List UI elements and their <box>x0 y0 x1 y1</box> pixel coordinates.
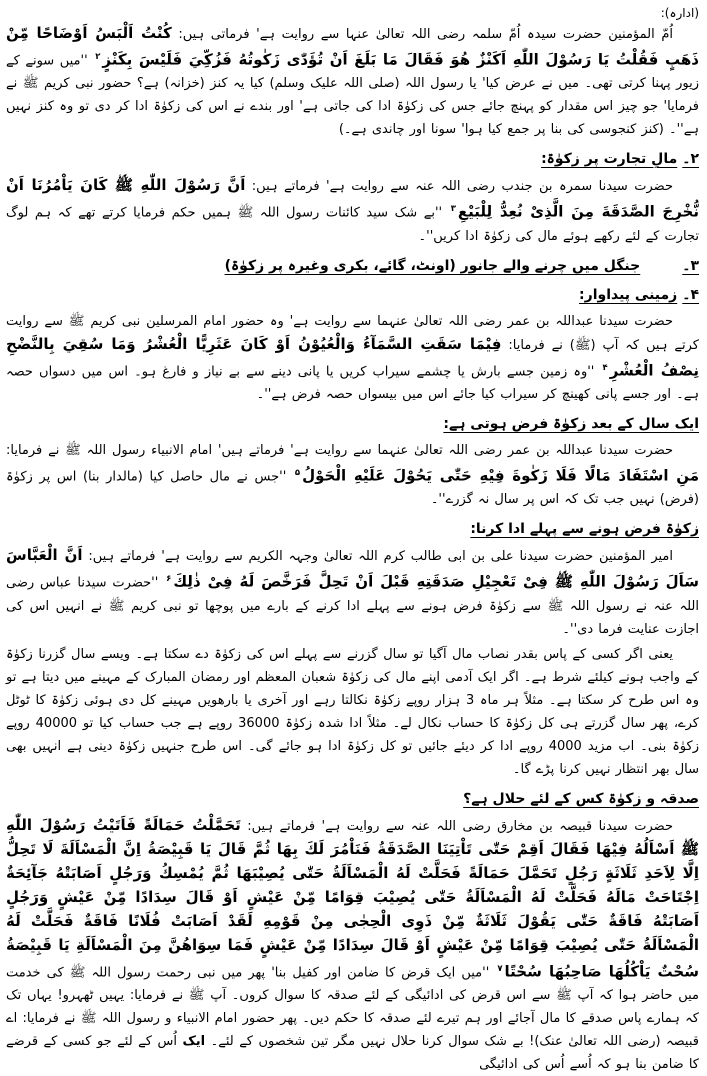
urdu-text: یعنی اگر کسی کے پاس بقدر نصاب مال آگیا تو سال گزرنے سے پہلے اس کی زکوٰۃ دے سکتا ہے۔ ویسے سال گزرنا زکوٰۃ کے واجب ہونے کیلئے شرط ہے۔ اگر ایک آدمی اپنے مال کی زکوٰۃ شعبان المعظم اور رمضان المبارک کے مہینے میں دیتا ہے تو وہ اس طرح کر سکتا ہے۔ مثلاً ہر ماہ 3 ہزار روپے زکوٰۃ نکالتا رہے اور آخری یا بارھویں مہینے کل دی ہوئی زکوٰۃ کا ٹوٹل کرے، پھر سال گزرتے ہی کل زکوٰۃ کا حساب نکال لے۔ مثلاً ادا شدہ زکوٰۃ 36000 روپے ہے جب حساب کیا تو 40000 روپے زکوٰۃ بنی۔ اب مزید 4000 روپے ادا کر دیئے جائیں تو کل زکوٰۃ ادا ہو جائے گی۔ اس طرح جنہیں زکوٰۃ دینی ہے انہیں بھی سال بھر انتظار نہیں کرنا پڑے گا۔ <box>6 646 699 777</box>
footnote-reference: ۷ <box>497 963 503 974</box>
heading-text: مالِ تجارت پر زکوٰۃ: <box>541 151 678 168</box>
arabic-quote: فِيْمَا سَقَتِ السَّمَآءُ وَالْعُيُوْنُ اَوْ كَانَ عَثَرِيًّا الْعُشْرُ وَمَا سُقِيَ بِالنَّضْحِ نِصْفُ الْعُشْرِ <box>6 334 700 379</box>
paragraph <box>6 643 699 781</box>
paragraph <box>6 310 699 406</box>
arabic-quote: اَنَّ رَسُوْلَ اللّٰهِ ﷺ كَانَ يَاْمُرُنَا اَنْ نُّخْرِجَ الصَّدَقَةَ مِنَ الَّذِىْ نُعِدُّ لِلْبَيْعِ <box>6 176 699 221</box>
heading-number: ۲۔ <box>682 151 699 168</box>
attribution-label: (ادارہ): <box>660 6 699 20</box>
paragraph <box>6 439 699 511</box>
section-heading <box>6 518 699 540</box>
arabic-quote: اَنَّ الْعَبَّاسَ سَاَلَ رَسُوْلَ اللّٰهِ ﷺ فِىْ تَعْجِيْلِ صَدَقَتِهِ قَبْلَ اَنْ تَحِلَّ فَرَخَّصَ لَهُ فِىْ ذٰلِكَ <box>6 546 700 591</box>
paragraph <box>6 544 699 640</box>
section-heading <box>6 284 699 306</box>
arabic-quote: مَنِ اسْتَفَادَ مَالًا فَلَا زَكٰوةَ فِيْهِ حَتّٰى يَحُوْلَ عَلَيْهِ الْحَوْلُ <box>302 466 699 485</box>
urdu-text: ایک <box>182 1033 206 1049</box>
arabic-quote: كُنْتُ اَلْبَسُ اَوْضَاحًا مِّنْ ذَهَبٍ فَقُلْتُ يَا رَسُوْلَ اللّٰهِ اَكَنْزٌ هُوَ فَقَالَ مَا بَلَغَ اَنْ تُؤَدّٰى زَكٰوتُهُ فَزُكِّيَ فَلَيْسَ بِكَنْزٍ <box>6 24 699 69</box>
urdu-text: ''بے شک سید کائنات رسول اللہ ﷺ ہمیں حکم فرمایا کرتے تھے کہ ہم لوگ تجارت کے لئے رکھے ہوئے مال کی زکوٰۃ ادا کریں''۔ <box>6 205 699 244</box>
heading-number: ۳۔ <box>682 257 699 274</box>
content <box>6 22 699 1076</box>
urdu-text: اُمّ المؤمنین حضرت سیدہ اُمّ سلمہ رضی اللہ تعالیٰ عنہا سے روایت ہے' فرماتی ہیں: <box>171 27 673 42</box>
heading-text: ایک سال کے بعد زکوٰۃ فرض ہوتی ہے: <box>443 415 699 432</box>
urdu-text: حضرت سیدنا عبداللہ بن عمر رضی اللہ تعالیٰ عنہما سے روایت ہے' فرماتے ہیں' امام الانبیاء رسول اللہ ﷺ نے فرمایا: <box>6 442 673 458</box>
footnote-reference: ۶ <box>166 574 172 585</box>
footnote-reference: ۴ <box>602 362 608 373</box>
heading-text: زمینی پیداوار: <box>579 286 678 303</box>
urdu-text: حضرت سیدنا عبداللہ بن عمر رضی اللہ تعالیٰ عنہما سے روایت ہے' وہ حضور امام المرسلین نبی کریم ﷺ سے روایت کرتے ہیں کہ آپ (ﷺ) نے فرمایا: <box>6 313 699 353</box>
arabic-quote: تَحَمَّلْتُ حَمَالَةً فَاَتَيْتُ رَسُوْلَ اللّٰهِ ﷺ اَسْاَلُهُ فِيْهَا فَقَالَ اَقِمْ حَتّٰى تَاْتِيَنَا الصَّدَقَةُ فَنَاْمُرَ لَكَ بِهَا ثُمَّ قَالَ يَا قَبِيْصَةُ اِنَّ الْمَسْاَلَةَ لَا تَحِلُّ اِلَّا لِاَحَدِ ثَلَاثَةٍ رَجُلٍ تَحَمَّلَ حَمَالَةً فَحَلَّتْ لَهُ الْمَسْاَلَةُ حَتّٰى يُصِيْبَهَا ثُمَّ يُمْسِكُ وَرَجُلٍ اَصَابَتْهُ جَآئِحَةٌ اِجْتَاحَتْ مَالَهُ فَحَلَّتْ لَهُ الْمَسْاَلَةُ حَتّٰى يُصِيْبَ قِوَامًا مِّنْ عَيْشٍ اَوْ قَالَ سِدَادًا مِّنْ عَيْشٍ وَرَجُلٍ اَصَابَتْهُ فَاقَةٌ حَتّٰى يَقُوْلَ ثَلَاثَةٌ مِّنْ ذَوِى الْحِجٰى مِنْ قَوْمِهِ لَقَدْ اَصَابَتْ فُلَانًا فَاقَةٌ فَحَلَّتْ لَهُ الْمَسْاَلَةُ حَتّٰى يُصِيْبَ قِوَامًا مِّنْ عَيْشٍ اَوْ قَالَ سِدَادًا مِّنْ عَيْشٍ فَمَا سِوَاهُنَّ مِنَ الْمَسْاَلَةِ يَا قَبِيْصَةُ سُحْتٌ يَاْكُلُهَا صَاحِبُهَا سُحْتًا <box>6 815 699 980</box>
heading-text: صدقہ و زکوٰۃ کس کے لئے حلال ہے؟ <box>463 790 699 807</box>
urdu-text: ''میں سونے کے زیور پہنا کرتی تھی۔ میں نے عرض کیا' یا رسول اللہ (صلی اللہ علیک وسلم) کیا یہ کنز (خزانہ) ہے؟ حضور نبی کریم ﷺ نے فرمایا' جو چیز اس مقدار کو پہنچ جائے جس کی زکوٰۃ ادا کی جاتی ہے' اور بندے نے اس کی زکوٰۃ ادا کر دی تو وہ کنز نہیں ہے''۔ (کنز کنجوسی کی بنا پر جمع کیا ہوا' سونا اور چاندی ہے۔) <box>6 53 699 138</box>
paragraph <box>6 174 699 247</box>
heading-text: زکوٰۃ فرض ہونے سے پہلے ادا کرنا: <box>470 521 699 538</box>
urdu-text: امیر المؤمنین حضرت سیدنا علی بن ابی طالب کرم اللہ تعالیٰ وجہہ الکریم سے روایت ہے' فرماتے ہیں: <box>82 549 673 565</box>
urdu-text: ''وہ زمین جسے بارش یا چشمے سیراب کریں یا پانی دینے سے بے نیاز و فارغ ہو۔ اس میں دسواں حصہ ہے۔ اور جسے پانی کھینچ کر سیراب کیا جائے اس میں بیسواں حصہ فرض ہے''۔ <box>6 363 699 402</box>
urdu-text: حضرت سیدنا قبیصہ بن مخارق رضی اللہ عنہ سے روایت ہے' فرماتے ہیں: <box>240 818 673 834</box>
paragraph <box>6 814 699 1076</box>
section-heading <box>6 148 699 170</box>
footnote-reference: ۵ <box>294 467 301 478</box>
urdu-text: ''جس نے مال حاصل کیا (مالدار بنا) اس پر زکوٰۃ (فرض) نہیں جب تک کہ اس پر سال نہ گزرے''۔ <box>6 469 699 508</box>
urdu-text: حضرت سیدنا سمرہ بن جندب رضی اللہ عنہ سے روایت ہے' فرماتے ہیں: <box>245 179 673 195</box>
urdu-text: ''حضرت سیدنا عباس رضی اللہ عنہ نے رسول اللہ ﷺ سے زکوٰۃ فرض ہونے سے پہلے ادا کرنے کے بارے میں پوچھا تو نبی کریم ﷺ نے انہیں اس کی اجازت عنایت فرما دی''۔ <box>6 575 699 637</box>
urdu-text: اُس کے لئے جو کسی کے قرضے کا ضامن بنا ہو کہ اُسے اُس کی ادائیگی <box>6 1033 699 1072</box>
section-heading <box>6 413 699 435</box>
paragraph <box>6 22 699 141</box>
urdu-text: ''میں ایک قرض کا ضامن اور کفیل بنا' پھر میں نبی رحمت رسول اللہ ﷺ کی خدمت میں حاضر ہوا کہ آپ ﷺ سے اس قرض کی ادائیگی کے لئے صدقہ کا سوال کروں۔ آپ ﷺ نے فرمایا: یہیں ٹھہرو! یہاں تک کہ ہمارے پاس صدقے کا مال آجائے اور ہم تیرے لئے صدقہ کا حکم دیں۔ پھر حضور امام الانبیاء و رسول اللہ ﷺ نے فرمایا: اے قبیصہ (رضی اللہ تعالیٰ عنک)! بے شک سوال کرنا حلال نہیں مگر تین شخصوں کے لئے۔ <box>6 964 699 1049</box>
section-heading <box>6 255 699 277</box>
footnote-reference: ۲ <box>95 52 101 62</box>
heading-number: ۴۔ <box>682 286 699 303</box>
footnote-reference: ۳ <box>450 204 456 215</box>
heading-text: جنگل میں چرنے والے جانور (اونٹ، گائے، بکری وغیرہ پر زکوٰۃ) <box>224 257 641 274</box>
section-heading <box>6 788 699 810</box>
